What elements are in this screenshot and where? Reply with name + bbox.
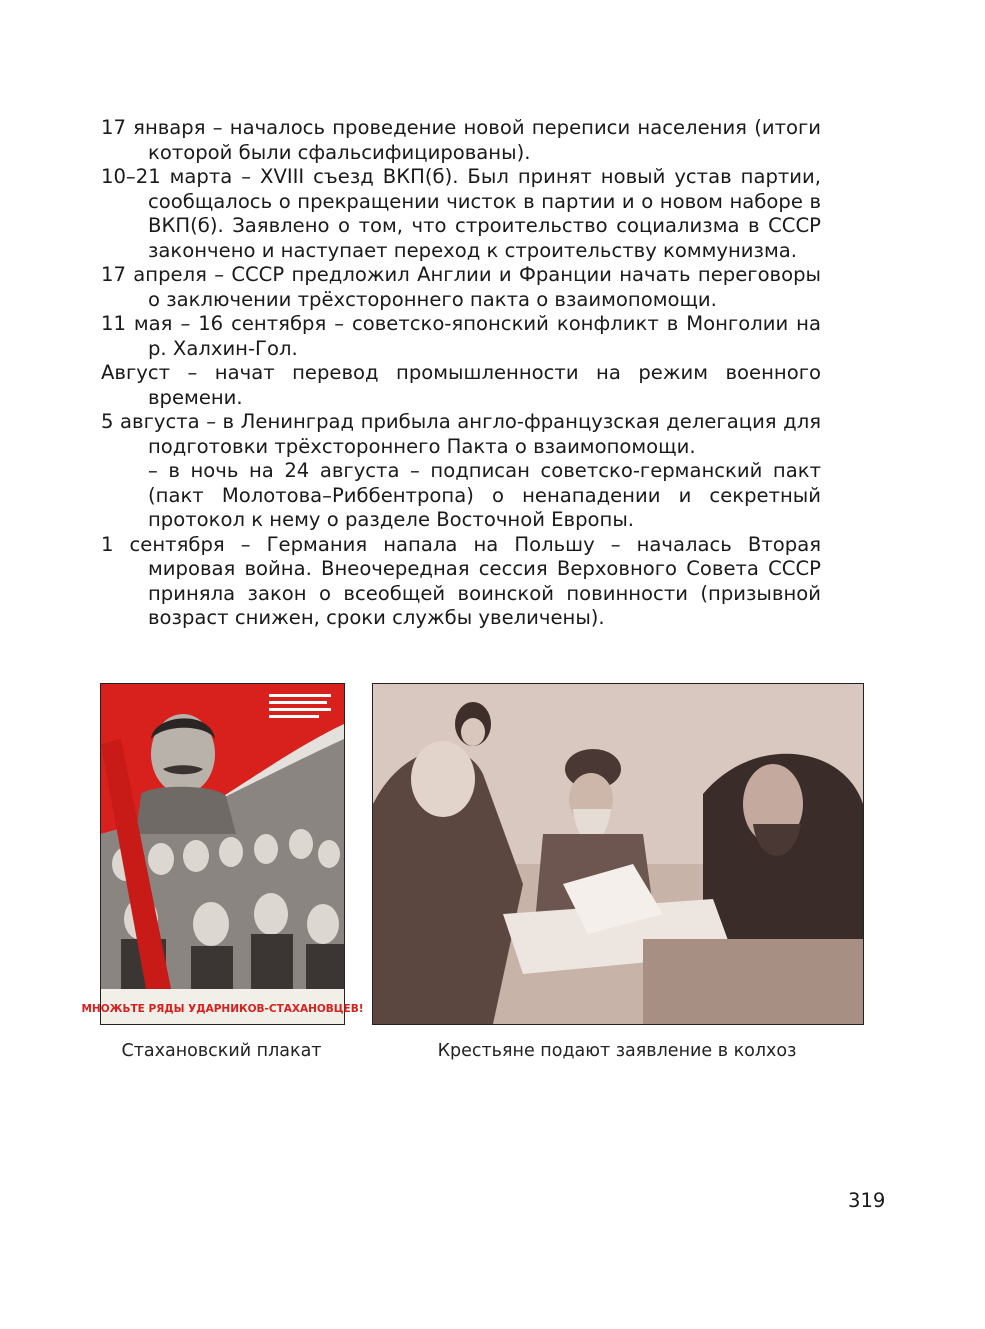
chronology-entry: Август – начат перевод промышленности на режим военного времени. xyxy=(101,361,821,409)
chronology-entry: 17 января – началось проведение новой переписи населения (итоги которой были сфальсифицированы). xyxy=(101,116,821,164)
photo-caption: Крестьяне подают заявление в колхоз xyxy=(437,1041,797,1061)
poster-banner-text: МНОЖЬТЕ РЯДЫ УДАРНИКОВ-СТАХАНОВЦЕВ! xyxy=(81,1003,364,1015)
page-number: 319 xyxy=(848,1189,886,1212)
chronology-entry: 11 мая – 16 сентября – советско-японский конфликт в Монголии на р. Халхин-Гол. xyxy=(101,312,821,360)
peasants-photo-image xyxy=(372,683,864,1025)
poster-caption: Стахановский плакат xyxy=(121,1041,322,1061)
chronology-entry: 17 апреля – СССР предложил Англии и Франции начать переговоры о заключении трёхстороннего пакта о взаимопомощи. xyxy=(101,263,821,311)
chronology-entry: 10–21 марта – XVIII съезд ВКП(б). Был принят новый устав партии, сообщалось о прекращении чисток в партии и о новом наборе в ВКП(б). Заявлено о том, что строительство социализма в СССР закончено и наступает переход к строительству коммунизма. xyxy=(101,165,821,262)
chronology-subentry: – в ночь на 24 августа – подписан советско-германский пакт (пакт Молотова–Риббентропа) о ненападении и секретный протокол к нему о разделе Восточной Европы. xyxy=(148,459,821,531)
stakhanovite-poster-image xyxy=(81,683,364,1025)
chronology-entry: 1 сентября – Германия напала на Польшу – началась Вторая мировая война. Внеочередная сессия Верховного Совета СССР приняла закон о всеобщей воинской повинности (призывной возраст снижен, сроки службы увеличены). xyxy=(101,532,821,629)
chronology-list xyxy=(101,116,821,631)
chronology-entry: 5 августа – в Ленинград прибыла англо-французская делегация для подготовки трёхстороннего Пакта о взаимопомощи. xyxy=(101,410,821,458)
